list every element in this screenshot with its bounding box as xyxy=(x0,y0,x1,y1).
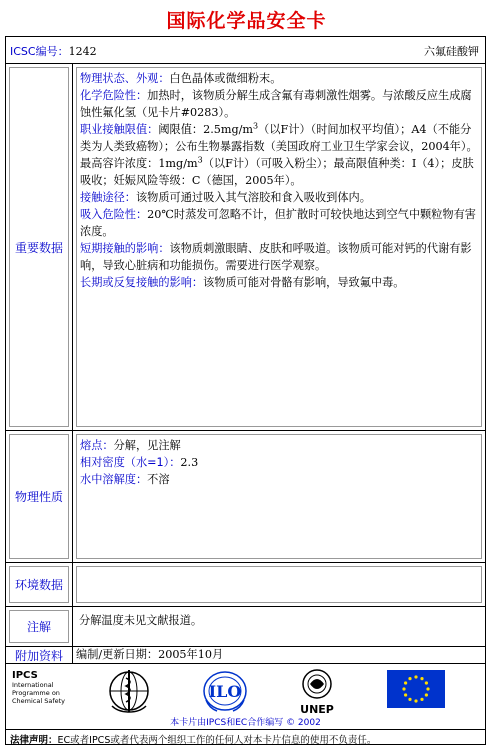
relative-density-label: 相对密度（水=1）： xyxy=(80,456,181,469)
additional-info-label-cell xyxy=(6,647,73,664)
logos-strip xyxy=(6,664,485,730)
long-term-paragraph xyxy=(80,274,478,291)
eu-flag-icon xyxy=(387,670,445,708)
long-term-text: 该物质可能对骨骼有影响，导致氟中毒。 xyxy=(203,276,405,289)
legal-text: EC或者IPCS或者代表两个组织工作的任何人对本卡片信息的使用不负责任。 xyxy=(57,735,377,746)
additional-info-content: 编制/更新日期：2005年10月 xyxy=(76,648,224,661)
solubility-row xyxy=(80,471,478,488)
eu-star-icon xyxy=(426,687,429,690)
ilo-emblem-icon xyxy=(199,668,251,714)
important-data-content-cell xyxy=(73,64,485,431)
unep-emblem-icon xyxy=(299,668,335,700)
eu-star-icon xyxy=(408,698,411,701)
melting-point-row xyxy=(80,437,478,454)
inhalation-risk-text: 20℃时蒸发可忽略不计，但扩散时可较快地达到空气中颗粒物有害浓度。 xyxy=(80,208,476,238)
melting-point-label: 熔点： xyxy=(80,439,114,452)
additional-info-content-cell xyxy=(73,647,485,664)
icsc-label: ICSC编号： xyxy=(10,45,69,58)
exposure-limits-text-c: （以F计）（可吸入粉尘）；最高限值种类：I（4）；皮肤吸收；妊娠风险等级：C（德国，2005年）。 xyxy=(80,157,474,187)
physical-properties-label: 物理性质 xyxy=(14,490,63,504)
exposure-limits-text-a: 阈限值：2.5mg/m xyxy=(158,123,254,136)
substance-name: 六氟硅酸钾 xyxy=(424,45,479,58)
ipcs-line3: Chemical Safety xyxy=(12,697,66,705)
inhalation-risk-paragraph xyxy=(80,206,478,240)
important-data-label: 重要数据 xyxy=(14,240,63,255)
exposure-limits-text-b: （以F计）（时间加权平均值）；A4（不能分类为人类致癌物）；公布生物暴露指数（美国政府工业卫生学家会议，2004年）。最高容许浓度：1mg/m xyxy=(80,123,478,170)
svg-text:ILO: ILO xyxy=(208,682,242,701)
notes-label-cell xyxy=(6,607,73,647)
solubility-text: 不溶 xyxy=(147,473,170,486)
physical-state-label: 物理状态、外观： xyxy=(80,72,170,85)
environmental-data-label-cell xyxy=(6,563,73,607)
exposure-routes-label: 接触途径： xyxy=(80,191,136,204)
chemical-danger-text: 加热时，该物质分解生成含氟有毒刺激性烟雾。与浓酸反应生成腐蚀性氟化氢（见卡片#0283）。 xyxy=(80,89,472,119)
exposure-routes-paragraph xyxy=(80,189,478,206)
solubility-label: 水中溶解度： xyxy=(80,473,148,486)
long-term-label: 长期或反复接触的影响： xyxy=(80,276,204,289)
environmental-data-label: 环境数据 xyxy=(14,578,63,592)
short-term-text: 该物质刺激眼睛、皮肤和呼吸道。该物质可能对钙的代谢有影响，导致心脏病和功能损伤。需要进行医学观察。 xyxy=(80,242,472,272)
eu-star-icon xyxy=(414,675,417,678)
chemical-danger-label: 化学危险性： xyxy=(80,89,148,102)
eu-star-icon xyxy=(408,677,411,680)
card-header xyxy=(6,37,485,64)
notes-label: 注解 xyxy=(26,620,51,634)
who-emblem-icon xyxy=(106,668,152,714)
exposure-limits-sup-a: 3 xyxy=(253,121,259,131)
legal-disclaimer xyxy=(6,730,485,745)
physical-properties-content-cell xyxy=(73,431,485,563)
physical-properties-content xyxy=(76,434,482,559)
eu-star-icon xyxy=(425,681,428,684)
chemical-danger-paragraph xyxy=(80,87,478,121)
environmental-data-content-cell xyxy=(73,563,485,607)
icsc-id xyxy=(10,43,97,59)
ipcs-title: IPCS xyxy=(12,670,38,681)
exposure-limits-label: 职业接触限值： xyxy=(80,123,159,136)
exposure-routes-text: 该物质可通过吸入其气溶胶和食入吸收到体内。 xyxy=(135,191,371,204)
legal-label: 法律声明： xyxy=(10,735,58,746)
exposure-limits-sup-b: 3 xyxy=(197,155,203,165)
physical-state-paragraph xyxy=(80,70,478,87)
eu-star-icon xyxy=(404,693,407,696)
relative-density-row xyxy=(80,454,478,471)
notes-content: 分解温度未见文献报道。 xyxy=(79,614,203,627)
eu-star-icon xyxy=(425,693,428,696)
relative-density-text: 2.3 xyxy=(180,456,199,469)
eu-star-icon xyxy=(414,699,417,702)
eu-star-icon xyxy=(420,698,423,701)
card-frame xyxy=(5,36,486,745)
card-title: 国际化学品安全卡 xyxy=(166,10,327,32)
important-data-label-cell xyxy=(6,64,73,431)
exposure-limits-paragraph xyxy=(80,121,478,189)
icsc-number: 1242 xyxy=(68,45,97,58)
environmental-data-content xyxy=(76,566,482,603)
important-data-content xyxy=(76,67,482,427)
ipcs-logo xyxy=(12,670,65,705)
physical-state-text: 白色晶体或微细粉末。 xyxy=(169,72,282,85)
notes-content-cell xyxy=(73,607,485,647)
eu-star-icon xyxy=(402,687,405,690)
inhalation-risk-label: 吸入危险性： xyxy=(80,208,148,221)
short-term-paragraph xyxy=(80,240,478,274)
cooperation-credit: 本卡片由IPCS和EC合作编写 © 2002 xyxy=(170,718,321,728)
eu-star-icon xyxy=(420,677,423,680)
additional-info-label: 附加资料 xyxy=(14,648,63,663)
eu-star-icon xyxy=(404,681,407,684)
melting-point-text: 分解，见注解 xyxy=(113,439,181,452)
physical-properties-label-cell xyxy=(6,431,73,563)
ipcs-line2: Programme on xyxy=(12,689,60,697)
unep-logo xyxy=(294,668,340,716)
ipcs-line1: International xyxy=(12,681,54,689)
unep-label: UNEP xyxy=(300,703,334,716)
short-term-label: 短期接触的影响： xyxy=(80,242,170,255)
